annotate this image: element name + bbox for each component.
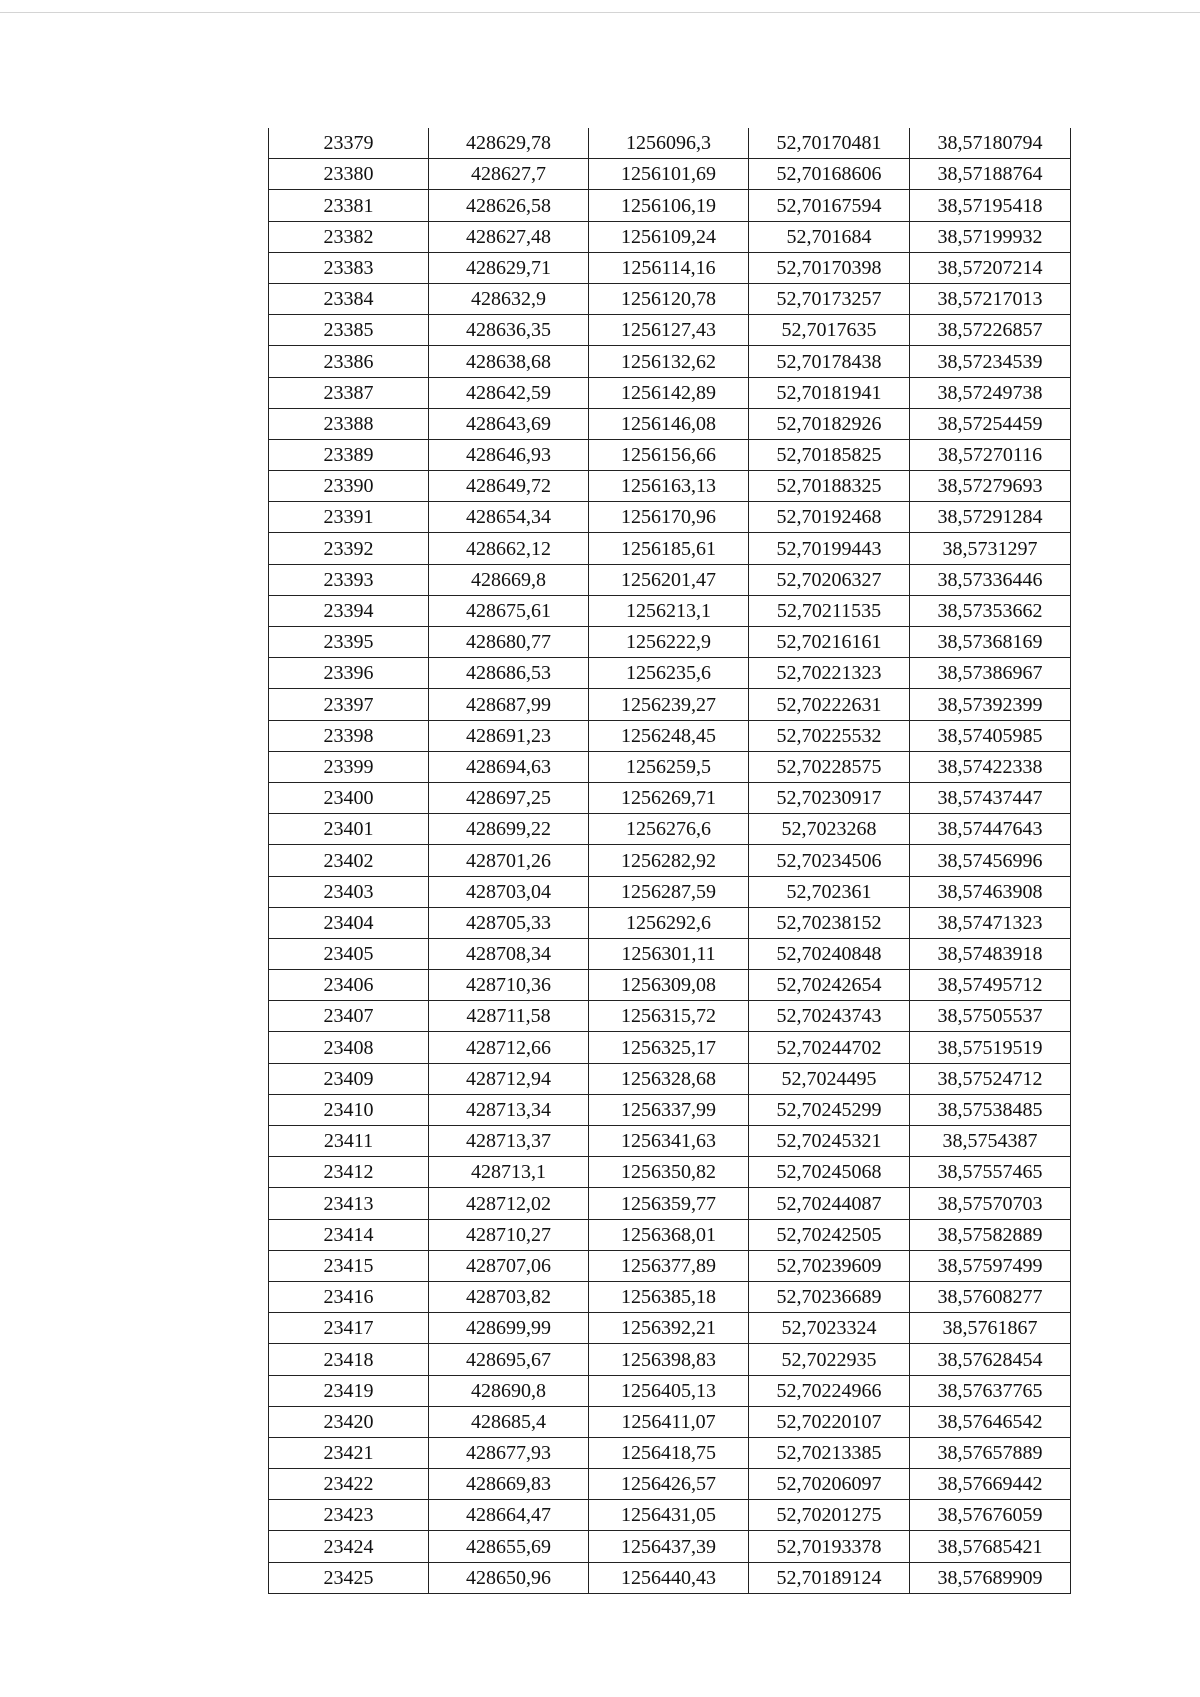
x-coordinate-cell: 428662,12 bbox=[429, 533, 589, 564]
longitude-cell: 38,57608277 bbox=[910, 1281, 1071, 1312]
y-coordinate-cell: 1256269,71 bbox=[589, 782, 749, 813]
longitude-cell: 38,57495712 bbox=[910, 970, 1071, 1001]
longitude-cell: 38,57628454 bbox=[910, 1344, 1071, 1375]
point-number-cell: 23401 bbox=[269, 814, 429, 845]
y-coordinate-cell: 1256377,89 bbox=[589, 1250, 749, 1281]
point-number-cell: 23392 bbox=[269, 533, 429, 564]
longitude-cell: 38,57207214 bbox=[910, 252, 1071, 283]
table-row bbox=[269, 1375, 1071, 1406]
latitude-cell: 52,701684 bbox=[749, 221, 910, 252]
y-coordinate-cell: 1256248,45 bbox=[589, 720, 749, 751]
latitude-cell: 52,70243743 bbox=[749, 1001, 910, 1032]
point-number-cell: 23415 bbox=[269, 1250, 429, 1281]
point-number-cell: 23396 bbox=[269, 658, 429, 689]
point-number-cell: 23380 bbox=[269, 159, 429, 190]
table-row bbox=[269, 1406, 1071, 1437]
point-number-cell: 23407 bbox=[269, 1001, 429, 1032]
point-number-cell: 23397 bbox=[269, 689, 429, 720]
y-coordinate-cell: 1256405,13 bbox=[589, 1375, 749, 1406]
table-row bbox=[269, 408, 1071, 439]
x-coordinate-cell: 428650,96 bbox=[429, 1562, 589, 1593]
longitude-cell: 38,57254459 bbox=[910, 408, 1071, 439]
y-coordinate-cell: 1256309,08 bbox=[589, 970, 749, 1001]
latitude-cell: 52,70193378 bbox=[749, 1531, 910, 1562]
y-coordinate-cell: 1256392,21 bbox=[589, 1313, 749, 1344]
latitude-cell: 52,70228575 bbox=[749, 751, 910, 782]
longitude-cell: 38,57199932 bbox=[910, 221, 1071, 252]
y-coordinate-cell: 1256411,07 bbox=[589, 1406, 749, 1437]
table-row bbox=[269, 1250, 1071, 1281]
latitude-cell: 52,70173257 bbox=[749, 283, 910, 314]
table-row bbox=[269, 1281, 1071, 1312]
latitude-cell: 52,70222631 bbox=[749, 689, 910, 720]
y-coordinate-cell: 1256328,68 bbox=[589, 1063, 749, 1094]
latitude-cell: 52,70216161 bbox=[749, 627, 910, 658]
x-coordinate-cell: 428626,58 bbox=[429, 190, 589, 221]
x-coordinate-cell: 428713,1 bbox=[429, 1157, 589, 1188]
table-row bbox=[269, 252, 1071, 283]
table-row bbox=[269, 283, 1071, 314]
point-number-cell: 23410 bbox=[269, 1094, 429, 1125]
longitude-cell: 38,57570703 bbox=[910, 1188, 1071, 1219]
x-coordinate-cell: 428694,63 bbox=[429, 751, 589, 782]
y-coordinate-cell: 1256259,5 bbox=[589, 751, 749, 782]
x-coordinate-cell: 428699,99 bbox=[429, 1313, 589, 1344]
latitude-cell: 52,702361 bbox=[749, 876, 910, 907]
table-row bbox=[269, 720, 1071, 751]
point-number-cell: 23389 bbox=[269, 439, 429, 470]
y-coordinate-cell: 1256440,43 bbox=[589, 1562, 749, 1593]
table-row bbox=[269, 1157, 1071, 1188]
longitude-cell: 38,57463908 bbox=[910, 876, 1071, 907]
table-row bbox=[269, 970, 1071, 1001]
latitude-cell: 52,70178438 bbox=[749, 346, 910, 377]
x-coordinate-cell: 428675,61 bbox=[429, 595, 589, 626]
latitude-cell: 52,70185825 bbox=[749, 439, 910, 470]
latitude-cell: 52,70245321 bbox=[749, 1126, 910, 1157]
table-row bbox=[269, 751, 1071, 782]
x-coordinate-cell: 428690,8 bbox=[429, 1375, 589, 1406]
y-coordinate-cell: 1256120,78 bbox=[589, 283, 749, 314]
x-coordinate-cell: 428677,93 bbox=[429, 1437, 589, 1468]
table-row bbox=[269, 907, 1071, 938]
scan-top-edge bbox=[0, 12, 1200, 13]
point-number-cell: 23390 bbox=[269, 471, 429, 502]
longitude-cell: 38,57279693 bbox=[910, 471, 1071, 502]
table-row bbox=[269, 938, 1071, 969]
longitude-cell: 38,5754387 bbox=[910, 1126, 1071, 1157]
longitude-cell: 38,57195418 bbox=[910, 190, 1071, 221]
latitude-cell: 52,70170398 bbox=[749, 252, 910, 283]
point-number-cell: 23387 bbox=[269, 377, 429, 408]
table-row bbox=[269, 782, 1071, 813]
y-coordinate-cell: 1256101,69 bbox=[589, 159, 749, 190]
latitude-cell: 52,70238152 bbox=[749, 907, 910, 938]
x-coordinate-cell: 428669,8 bbox=[429, 564, 589, 595]
x-coordinate-cell: 428708,34 bbox=[429, 938, 589, 969]
point-number-cell: 23405 bbox=[269, 938, 429, 969]
point-number-cell: 23420 bbox=[269, 1406, 429, 1437]
longitude-cell: 38,57437447 bbox=[910, 782, 1071, 813]
point-number-cell: 23398 bbox=[269, 720, 429, 751]
latitude-cell: 52,70201275 bbox=[749, 1500, 910, 1531]
table-row bbox=[269, 814, 1071, 845]
longitude-cell: 38,57456996 bbox=[910, 845, 1071, 876]
latitude-cell: 52,70225532 bbox=[749, 720, 910, 751]
longitude-cell: 38,57270116 bbox=[910, 439, 1071, 470]
latitude-cell: 52,7023268 bbox=[749, 814, 910, 845]
point-number-cell: 23393 bbox=[269, 564, 429, 595]
table-row bbox=[269, 190, 1071, 221]
point-number-cell: 23379 bbox=[269, 128, 429, 159]
latitude-cell: 52,70242505 bbox=[749, 1219, 910, 1250]
point-number-cell: 23391 bbox=[269, 502, 429, 533]
table-row bbox=[269, 689, 1071, 720]
coordinates-table-body bbox=[269, 128, 1071, 1593]
longitude-cell: 38,57657889 bbox=[910, 1437, 1071, 1468]
longitude-cell: 38,57524712 bbox=[910, 1063, 1071, 1094]
point-number-cell: 23413 bbox=[269, 1188, 429, 1219]
point-number-cell: 23418 bbox=[269, 1344, 429, 1375]
table-row bbox=[269, 876, 1071, 907]
longitude-cell: 38,57471323 bbox=[910, 907, 1071, 938]
x-coordinate-cell: 428691,23 bbox=[429, 720, 589, 751]
longitude-cell: 38,57538485 bbox=[910, 1094, 1071, 1125]
latitude-cell: 52,70240848 bbox=[749, 938, 910, 969]
latitude-cell: 52,70221323 bbox=[749, 658, 910, 689]
y-coordinate-cell: 1256127,43 bbox=[589, 315, 749, 346]
y-coordinate-cell: 1256132,62 bbox=[589, 346, 749, 377]
table-row bbox=[269, 377, 1071, 408]
y-coordinate-cell: 1256287,59 bbox=[589, 876, 749, 907]
point-number-cell: 23409 bbox=[269, 1063, 429, 1094]
latitude-cell: 52,70242654 bbox=[749, 970, 910, 1001]
point-number-cell: 23386 bbox=[269, 346, 429, 377]
x-coordinate-cell: 428627,48 bbox=[429, 221, 589, 252]
x-coordinate-cell: 428687,99 bbox=[429, 689, 589, 720]
table-row bbox=[269, 1344, 1071, 1375]
longitude-cell: 38,57669442 bbox=[910, 1469, 1071, 1500]
longitude-cell: 38,57597499 bbox=[910, 1250, 1071, 1281]
longitude-cell: 38,57676059 bbox=[910, 1500, 1071, 1531]
longitude-cell: 38,57392399 bbox=[910, 689, 1071, 720]
longitude-cell: 38,57226857 bbox=[910, 315, 1071, 346]
point-number-cell: 23425 bbox=[269, 1562, 429, 1593]
point-number-cell: 23385 bbox=[269, 315, 429, 346]
table-row bbox=[269, 1063, 1071, 1094]
longitude-cell: 38,57505537 bbox=[910, 1001, 1071, 1032]
table-row bbox=[269, 439, 1071, 470]
x-coordinate-cell: 428680,77 bbox=[429, 627, 589, 658]
x-coordinate-cell: 428711,58 bbox=[429, 1001, 589, 1032]
x-coordinate-cell: 428669,83 bbox=[429, 1469, 589, 1500]
x-coordinate-cell: 428699,22 bbox=[429, 814, 589, 845]
longitude-cell: 38,57353662 bbox=[910, 595, 1071, 626]
x-coordinate-cell: 428695,67 bbox=[429, 1344, 589, 1375]
longitude-cell: 38,57582889 bbox=[910, 1219, 1071, 1250]
longitude-cell: 38,57249738 bbox=[910, 377, 1071, 408]
latitude-cell: 52,70189124 bbox=[749, 1562, 910, 1593]
latitude-cell: 52,70245299 bbox=[749, 1094, 910, 1125]
longitude-cell: 38,57291284 bbox=[910, 502, 1071, 533]
table-row bbox=[269, 1313, 1071, 1344]
longitude-cell: 38,57685421 bbox=[910, 1531, 1071, 1562]
latitude-cell: 52,70239609 bbox=[749, 1250, 910, 1281]
x-coordinate-cell: 428643,69 bbox=[429, 408, 589, 439]
table-row bbox=[269, 1032, 1071, 1063]
x-coordinate-cell: 428697,25 bbox=[429, 782, 589, 813]
point-number-cell: 23395 bbox=[269, 627, 429, 658]
table-row bbox=[269, 1531, 1071, 1562]
latitude-cell: 52,70170481 bbox=[749, 128, 910, 159]
latitude-cell: 52,70167594 bbox=[749, 190, 910, 221]
x-coordinate-cell: 428713,34 bbox=[429, 1094, 589, 1125]
x-coordinate-cell: 428703,82 bbox=[429, 1281, 589, 1312]
latitude-cell: 52,7024495 bbox=[749, 1063, 910, 1094]
longitude-cell: 38,5731297 bbox=[910, 533, 1071, 564]
x-coordinate-cell: 428712,94 bbox=[429, 1063, 589, 1094]
x-coordinate-cell: 428655,69 bbox=[429, 1531, 589, 1562]
x-coordinate-cell: 428686,53 bbox=[429, 658, 589, 689]
y-coordinate-cell: 1256146,08 bbox=[589, 408, 749, 439]
table-row bbox=[269, 533, 1071, 564]
latitude-cell: 52,70245068 bbox=[749, 1157, 910, 1188]
longitude-cell: 38,57557465 bbox=[910, 1157, 1071, 1188]
longitude-cell: 38,57447643 bbox=[910, 814, 1071, 845]
y-coordinate-cell: 1256170,96 bbox=[589, 502, 749, 533]
x-coordinate-cell: 428649,72 bbox=[429, 471, 589, 502]
longitude-cell: 38,57188764 bbox=[910, 159, 1071, 190]
y-coordinate-cell: 1256276,6 bbox=[589, 814, 749, 845]
point-number-cell: 23403 bbox=[269, 876, 429, 907]
point-number-cell: 23394 bbox=[269, 595, 429, 626]
point-number-cell: 23406 bbox=[269, 970, 429, 1001]
x-coordinate-cell: 428636,35 bbox=[429, 315, 589, 346]
x-coordinate-cell: 428664,47 bbox=[429, 1500, 589, 1531]
table-row bbox=[269, 346, 1071, 377]
latitude-cell: 52,7023324 bbox=[749, 1313, 910, 1344]
x-coordinate-cell: 428642,59 bbox=[429, 377, 589, 408]
latitude-cell: 52,70220107 bbox=[749, 1406, 910, 1437]
table-row bbox=[269, 564, 1071, 595]
y-coordinate-cell: 1256142,89 bbox=[589, 377, 749, 408]
y-coordinate-cell: 1256350,82 bbox=[589, 1157, 749, 1188]
point-number-cell: 23400 bbox=[269, 782, 429, 813]
latitude-cell: 52,70230917 bbox=[749, 782, 910, 813]
table-row bbox=[269, 1094, 1071, 1125]
longitude-cell: 38,57646542 bbox=[910, 1406, 1071, 1437]
latitude-cell: 52,7022935 bbox=[749, 1344, 910, 1375]
longitude-cell: 38,57180794 bbox=[910, 128, 1071, 159]
point-number-cell: 23414 bbox=[269, 1219, 429, 1250]
longitude-cell: 38,57405985 bbox=[910, 720, 1071, 751]
y-coordinate-cell: 1256368,01 bbox=[589, 1219, 749, 1250]
y-coordinate-cell: 1256359,77 bbox=[589, 1188, 749, 1219]
point-number-cell: 23417 bbox=[269, 1313, 429, 1344]
latitude-cell: 52,70234506 bbox=[749, 845, 910, 876]
x-coordinate-cell: 428646,93 bbox=[429, 439, 589, 470]
point-number-cell: 23422 bbox=[269, 1469, 429, 1500]
y-coordinate-cell: 1256301,11 bbox=[589, 938, 749, 969]
point-number-cell: 23399 bbox=[269, 751, 429, 782]
table-row bbox=[269, 1469, 1071, 1500]
y-coordinate-cell: 1256337,99 bbox=[589, 1094, 749, 1125]
y-coordinate-cell: 1256096,3 bbox=[589, 128, 749, 159]
latitude-cell: 52,70224966 bbox=[749, 1375, 910, 1406]
table-row bbox=[269, 1001, 1071, 1032]
table-row bbox=[269, 159, 1071, 190]
y-coordinate-cell: 1256437,39 bbox=[589, 1531, 749, 1562]
y-coordinate-cell: 1256292,6 bbox=[589, 907, 749, 938]
latitude-cell: 52,70182926 bbox=[749, 408, 910, 439]
y-coordinate-cell: 1256201,47 bbox=[589, 564, 749, 595]
longitude-cell: 38,57386967 bbox=[910, 658, 1071, 689]
y-coordinate-cell: 1256282,92 bbox=[589, 845, 749, 876]
x-coordinate-cell: 428627,7 bbox=[429, 159, 589, 190]
table-row bbox=[269, 471, 1071, 502]
point-number-cell: 23384 bbox=[269, 283, 429, 314]
point-number-cell: 23408 bbox=[269, 1032, 429, 1063]
table-row bbox=[269, 1126, 1071, 1157]
point-number-cell: 23419 bbox=[269, 1375, 429, 1406]
table-row bbox=[269, 595, 1071, 626]
latitude-cell: 52,70244702 bbox=[749, 1032, 910, 1063]
point-number-cell: 23423 bbox=[269, 1500, 429, 1531]
table-row bbox=[269, 1437, 1071, 1468]
y-coordinate-cell: 1256109,24 bbox=[589, 221, 749, 252]
latitude-cell: 52,70192468 bbox=[749, 502, 910, 533]
y-coordinate-cell: 1256156,66 bbox=[589, 439, 749, 470]
longitude-cell: 38,57483918 bbox=[910, 938, 1071, 969]
y-coordinate-cell: 1256325,17 bbox=[589, 1032, 749, 1063]
x-coordinate-cell: 428710,27 bbox=[429, 1219, 589, 1250]
point-number-cell: 23424 bbox=[269, 1531, 429, 1562]
latitude-cell: 52,70168606 bbox=[749, 159, 910, 190]
x-coordinate-cell: 428629,71 bbox=[429, 252, 589, 283]
latitude-cell: 52,70206097 bbox=[749, 1469, 910, 1500]
y-coordinate-cell: 1256239,27 bbox=[589, 689, 749, 720]
y-coordinate-cell: 1256163,13 bbox=[589, 471, 749, 502]
longitude-cell: 38,57519519 bbox=[910, 1032, 1071, 1063]
y-coordinate-cell: 1256213,1 bbox=[589, 595, 749, 626]
x-coordinate-cell: 428632,9 bbox=[429, 283, 589, 314]
x-coordinate-cell: 428638,68 bbox=[429, 346, 589, 377]
y-coordinate-cell: 1256341,63 bbox=[589, 1126, 749, 1157]
latitude-cell: 52,70199443 bbox=[749, 533, 910, 564]
x-coordinate-cell: 428654,34 bbox=[429, 502, 589, 533]
table-row bbox=[269, 1500, 1071, 1531]
y-coordinate-cell: 1256426,57 bbox=[589, 1469, 749, 1500]
y-coordinate-cell: 1256235,6 bbox=[589, 658, 749, 689]
table-row bbox=[269, 845, 1071, 876]
longitude-cell: 38,57368169 bbox=[910, 627, 1071, 658]
table-row bbox=[269, 315, 1071, 346]
latitude-cell: 52,7017635 bbox=[749, 315, 910, 346]
point-number-cell: 23381 bbox=[269, 190, 429, 221]
x-coordinate-cell: 428685,4 bbox=[429, 1406, 589, 1437]
longitude-cell: 38,57637765 bbox=[910, 1375, 1071, 1406]
table-row bbox=[269, 658, 1071, 689]
point-number-cell: 23404 bbox=[269, 907, 429, 938]
y-coordinate-cell: 1256418,75 bbox=[589, 1437, 749, 1468]
y-coordinate-cell: 1256106,19 bbox=[589, 190, 749, 221]
latitude-cell: 52,70188325 bbox=[749, 471, 910, 502]
x-coordinate-cell: 428701,26 bbox=[429, 845, 589, 876]
longitude-cell: 38,57234539 bbox=[910, 346, 1071, 377]
x-coordinate-cell: 428703,04 bbox=[429, 876, 589, 907]
x-coordinate-cell: 428712,02 bbox=[429, 1188, 589, 1219]
y-coordinate-cell: 1256185,61 bbox=[589, 533, 749, 564]
point-number-cell: 23382 bbox=[269, 221, 429, 252]
table-row bbox=[269, 1219, 1071, 1250]
latitude-cell: 52,70236689 bbox=[749, 1281, 910, 1312]
latitude-cell: 52,70244087 bbox=[749, 1188, 910, 1219]
x-coordinate-cell: 428707,06 bbox=[429, 1250, 589, 1281]
y-coordinate-cell: 1256222,9 bbox=[589, 627, 749, 658]
x-coordinate-cell: 428713,37 bbox=[429, 1126, 589, 1157]
point-number-cell: 23416 bbox=[269, 1281, 429, 1312]
x-coordinate-cell: 428705,33 bbox=[429, 907, 589, 938]
latitude-cell: 52,70211535 bbox=[749, 595, 910, 626]
latitude-cell: 52,70213385 bbox=[749, 1437, 910, 1468]
longitude-cell: 38,57336446 bbox=[910, 564, 1071, 595]
point-number-cell: 23421 bbox=[269, 1437, 429, 1468]
latitude-cell: 52,70181941 bbox=[749, 377, 910, 408]
point-number-cell: 23412 bbox=[269, 1157, 429, 1188]
point-number-cell: 23411 bbox=[269, 1126, 429, 1157]
longitude-cell: 38,5761867 bbox=[910, 1313, 1071, 1344]
table-row bbox=[269, 502, 1071, 533]
point-number-cell: 23402 bbox=[269, 845, 429, 876]
x-coordinate-cell: 428629,78 bbox=[429, 128, 589, 159]
point-number-cell: 23383 bbox=[269, 252, 429, 283]
table-row bbox=[269, 221, 1071, 252]
table-row bbox=[269, 128, 1071, 159]
longitude-cell: 38,57217013 bbox=[910, 283, 1071, 314]
y-coordinate-cell: 1256398,83 bbox=[589, 1344, 749, 1375]
y-coordinate-cell: 1256385,18 bbox=[589, 1281, 749, 1312]
longitude-cell: 38,57422338 bbox=[910, 751, 1071, 782]
y-coordinate-cell: 1256114,16 bbox=[589, 252, 749, 283]
point-number-cell: 23388 bbox=[269, 408, 429, 439]
latitude-cell: 52,70206327 bbox=[749, 564, 910, 595]
y-coordinate-cell: 1256431,05 bbox=[589, 1500, 749, 1531]
coordinates-table bbox=[268, 128, 1071, 1594]
longitude-cell: 38,57689909 bbox=[910, 1562, 1071, 1593]
table-row bbox=[269, 627, 1071, 658]
x-coordinate-cell: 428710,36 bbox=[429, 970, 589, 1001]
table-row bbox=[269, 1562, 1071, 1593]
x-coordinate-cell: 428712,66 bbox=[429, 1032, 589, 1063]
table-row bbox=[269, 1188, 1071, 1219]
y-coordinate-cell: 1256315,72 bbox=[589, 1001, 749, 1032]
